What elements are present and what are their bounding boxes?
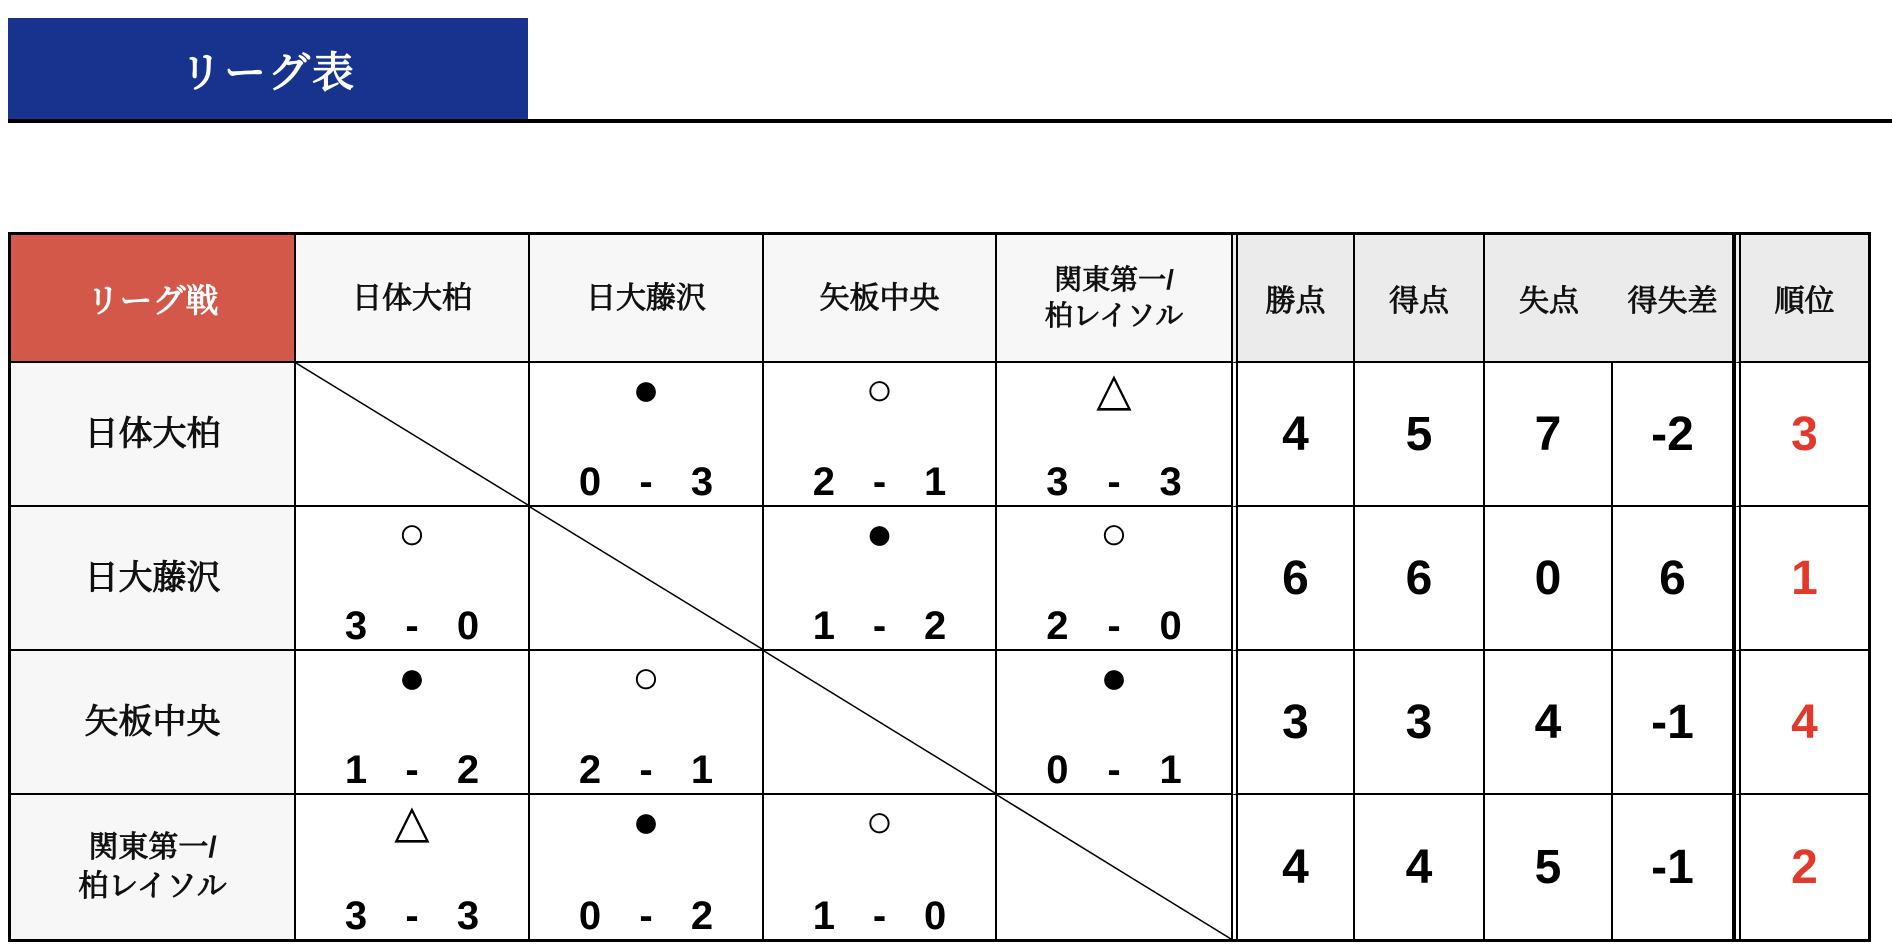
win-symbol: ○ [1100, 507, 1128, 559]
goal-diff-value: -2 [1651, 407, 1694, 461]
win-symbol: ○ [398, 507, 426, 559]
row-team-label: 日大藤沢 [84, 558, 221, 597]
score-left: 1 [812, 604, 835, 648]
goal-diff-cell [1613, 363, 1734, 507]
column-header-goal-diff [1613, 235, 1734, 363]
win-symbol: ○ [865, 363, 894, 415]
match-score [997, 603, 1231, 649]
goal-diff-cell [1613, 651, 1734, 795]
score-right: 0 [1159, 604, 1182, 648]
diagonal-line [997, 795, 1231, 939]
match-cell [530, 363, 764, 507]
row-header-team-4 [11, 795, 296, 939]
match-score [764, 459, 995, 505]
league-table [8, 232, 1871, 942]
row-team-label-line2: 柏レイソル [78, 870, 227, 903]
match-score [530, 459, 762, 505]
score-left: 2 [812, 460, 835, 504]
goals-for-value: 3 [1405, 695, 1433, 749]
column-header-team-4 [997, 235, 1231, 363]
score-separator: - [1107, 604, 1121, 648]
team-header-label: 矢板中央 [819, 281, 940, 315]
goals-against-value: 4 [1534, 695, 1562, 749]
match-score [296, 893, 528, 939]
score-left: 1 [344, 748, 368, 792]
match-cell [296, 507, 530, 651]
match-cell [296, 795, 530, 939]
column-header-points [1231, 235, 1355, 363]
score-right: 1 [1159, 748, 1182, 792]
stat-header-label: 得点 [1389, 285, 1449, 318]
match-cell [530, 651, 764, 795]
goals-for-value: 5 [1405, 407, 1433, 461]
points-cell [1231, 507, 1355, 651]
rank-value: 2 [1791, 840, 1818, 894]
rank-value: 1 [1791, 551, 1818, 605]
row-header-team-1 [11, 363, 296, 507]
score-left: 3 [1046, 460, 1069, 504]
match-cell [764, 507, 997, 651]
loss-symbol: ● [632, 363, 660, 415]
win-symbol: ○ [865, 795, 894, 847]
column-header-rank [1734, 235, 1868, 363]
title-banner [8, 18, 528, 121]
match-score [530, 893, 762, 939]
draw-symbol: △ [394, 795, 430, 847]
score-right: 0 [456, 604, 480, 648]
goals-against-value: 7 [1534, 407, 1562, 461]
goal-diff-value: 6 [1659, 551, 1686, 605]
match-cell [997, 363, 1231, 507]
points-value: 6 [1282, 551, 1309, 605]
title-underline [8, 119, 1892, 123]
stat-header-label: 順位 [1774, 285, 1835, 318]
column-header-goals-against [1485, 235, 1613, 363]
score-separator: - [1107, 460, 1121, 504]
goals-against-cell [1485, 651, 1613, 795]
goals-against-cell [1485, 507, 1613, 651]
corner-label: リーグ戦 [86, 281, 219, 319]
score-separator: - [872, 604, 887, 648]
match-cell-self [997, 795, 1231, 939]
goal-diff-cell [1613, 507, 1734, 651]
draw-symbol: △ [1096, 363, 1132, 415]
rank-value: 4 [1791, 695, 1818, 749]
points-cell [1231, 363, 1355, 507]
score-separator: - [405, 894, 419, 938]
diagonal-line [764, 651, 995, 793]
match-score [997, 459, 1231, 505]
points-cell [1231, 795, 1355, 939]
loss-symbol: ● [632, 795, 660, 847]
score-separator: - [405, 748, 419, 792]
goal-diff-value: -1 [1651, 695, 1694, 749]
score-separator: - [405, 604, 419, 648]
score-separator: - [872, 894, 887, 938]
goals-against-value: 0 [1534, 551, 1562, 605]
score-separator: - [872, 460, 887, 504]
goals-for-cell [1355, 363, 1485, 507]
score-right: 2 [924, 604, 947, 648]
goals-for-cell [1355, 507, 1485, 651]
goals-for-value: 4 [1405, 840, 1433, 894]
score-separator: - [639, 894, 653, 938]
stat-header-label: 得失差 [1627, 285, 1718, 318]
score-left: 3 [344, 894, 368, 938]
stat-header-label: 失点 [1519, 285, 1579, 318]
team-header-label-line2: 柏レイソル [1044, 300, 1184, 331]
score-right: 3 [456, 894, 480, 938]
score-right: 3 [1159, 460, 1182, 504]
score-left: 2 [578, 748, 602, 792]
goal-diff-cell [1613, 795, 1734, 939]
match-cell-self [764, 651, 997, 795]
rank-cell [1734, 795, 1868, 939]
score-left: 1 [812, 894, 835, 938]
score-right: 1 [690, 748, 714, 792]
rank-cell [1734, 651, 1868, 795]
goals-for-cell [1355, 795, 1485, 939]
diagonal-line [530, 507, 762, 649]
row-team-label: 日体大柏 [84, 414, 221, 453]
score-right: 3 [690, 460, 714, 504]
match-cell-self [296, 363, 530, 507]
rank-cell [1734, 507, 1868, 651]
match-cell [997, 507, 1231, 651]
goals-for-value: 6 [1405, 551, 1433, 605]
goals-against-cell [1485, 363, 1613, 507]
score-left: 0 [1046, 748, 1069, 792]
score-right: 0 [924, 894, 947, 938]
team-header-label: 日大藤沢 [586, 281, 706, 315]
rank-value: 3 [1791, 407, 1818, 461]
stat-header-label: 勝点 [1265, 285, 1326, 318]
score-right: 1 [924, 460, 947, 504]
match-cell [997, 651, 1231, 795]
score-right: 2 [456, 748, 480, 792]
match-score [764, 893, 995, 939]
goals-against-cell [1485, 795, 1613, 939]
score-left: 0 [578, 460, 602, 504]
score-left: 2 [1046, 604, 1069, 648]
loss-symbol: ● [865, 507, 894, 559]
row-header-team-2 [11, 507, 296, 651]
score-separator: - [639, 748, 653, 792]
loss-symbol: ● [398, 651, 426, 703]
diagonal-line [296, 363, 528, 505]
column-header-team-3 [764, 235, 997, 363]
row-header-team-3 [11, 651, 296, 795]
score-left: 3 [344, 604, 368, 648]
match-score [296, 747, 528, 793]
column-header-team-2 [530, 235, 764, 363]
match-cell [296, 651, 530, 795]
goals-for-cell [1355, 651, 1485, 795]
match-cell [530, 795, 764, 939]
column-header-team-1 [296, 235, 530, 363]
row-team-label: 矢板中央 [84, 702, 221, 741]
points-cell [1231, 651, 1355, 795]
score-separator: - [639, 460, 653, 504]
team-header-label-line1: 関東第一/ [1054, 263, 1174, 295]
points-value: 4 [1282, 840, 1309, 894]
score-separator: - [1107, 748, 1121, 792]
match-score [296, 603, 528, 649]
goal-diff-value: -1 [1651, 840, 1694, 894]
points-value: 4 [1282, 407, 1309, 461]
table-corner-cell [11, 235, 296, 363]
match-cell-self [530, 507, 764, 651]
match-cell [764, 363, 997, 507]
score-left: 0 [578, 894, 602, 938]
loss-symbol: ● [1100, 651, 1128, 703]
row-team-label-line1: 関東第一/ [88, 831, 217, 864]
match-score [530, 747, 762, 793]
match-score [997, 747, 1231, 793]
page-title: リーグ表 [179, 48, 356, 96]
column-header-goals-for [1355, 235, 1485, 363]
match-score [764, 603, 995, 649]
score-right: 2 [690, 894, 714, 938]
points-value: 3 [1282, 695, 1309, 749]
win-symbol: ○ [632, 651, 660, 703]
team-header-label: 日体大柏 [352, 281, 472, 315]
goals-against-value: 5 [1534, 840, 1562, 894]
match-cell [764, 795, 997, 939]
rank-cell [1734, 363, 1868, 507]
